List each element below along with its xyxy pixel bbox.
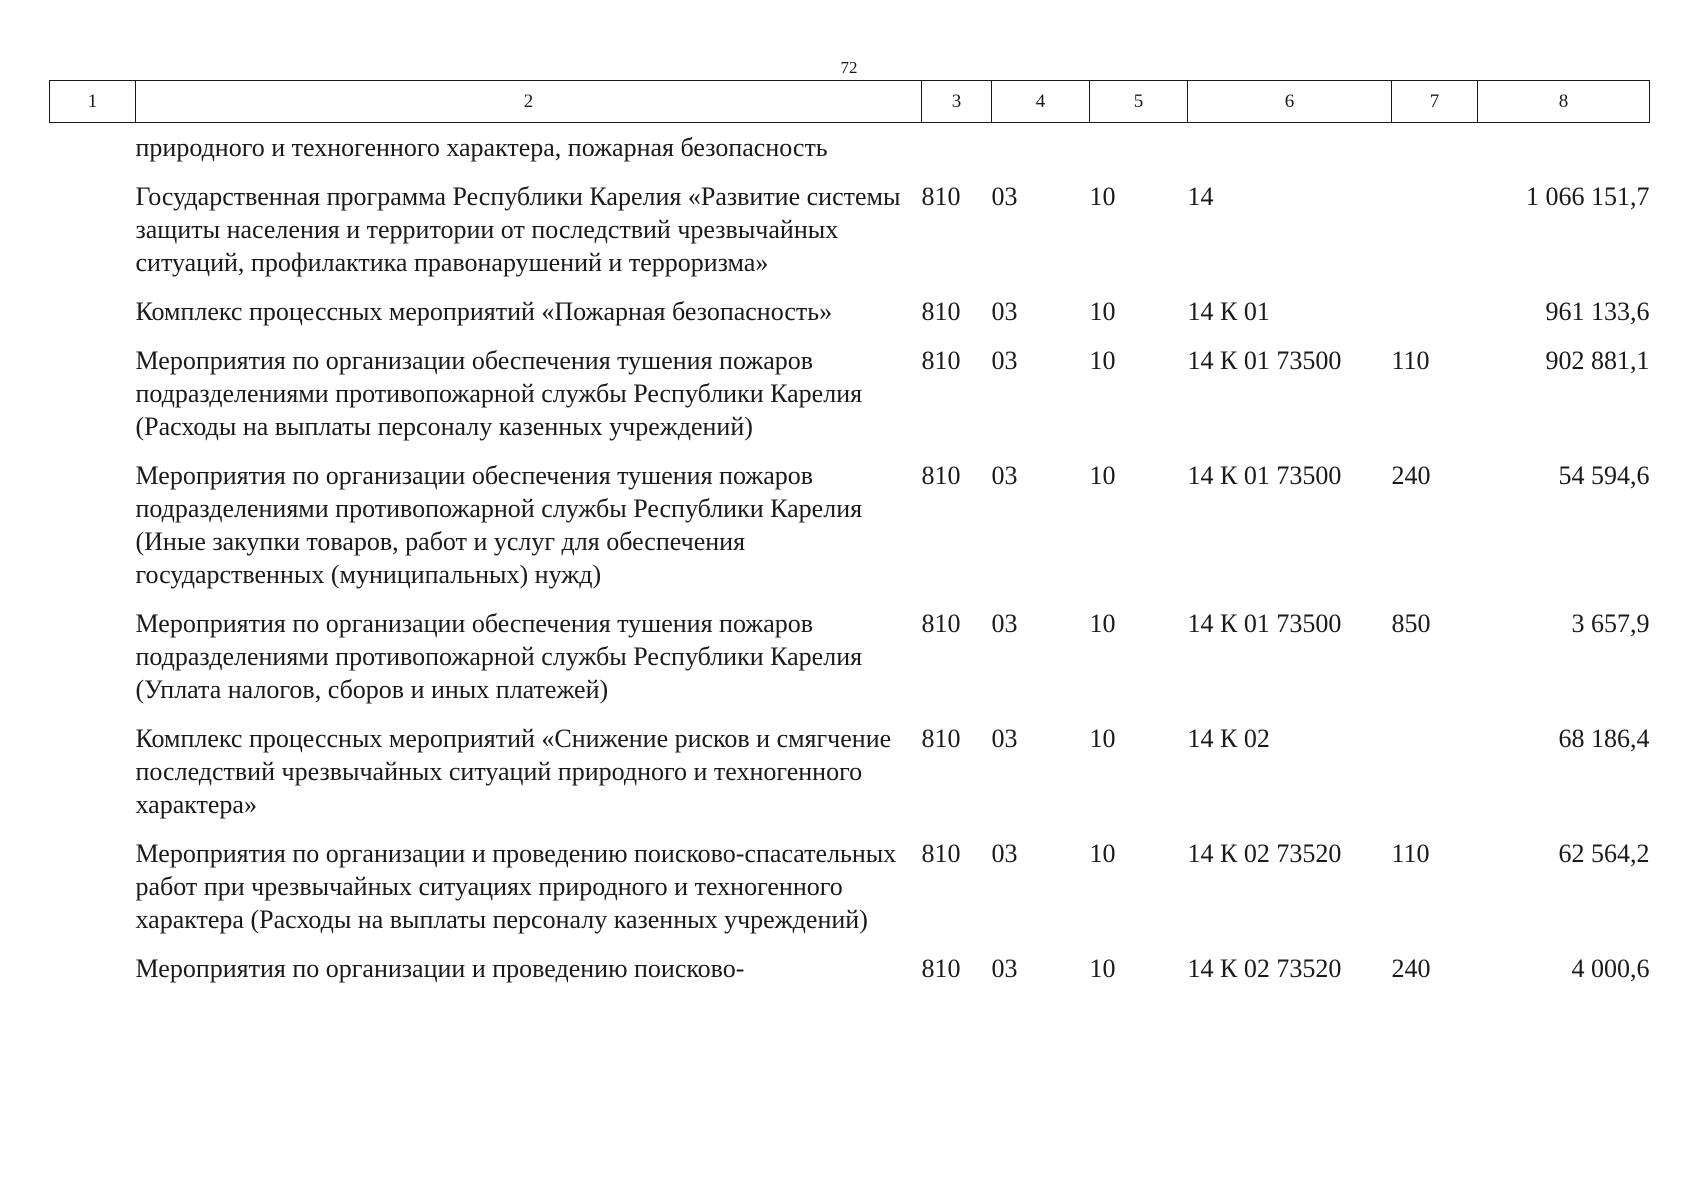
row-name: Мероприятия по организации и проведению поисково- xyxy=(135,954,745,983)
table-row xyxy=(50,328,1650,443)
row-ministry-code xyxy=(922,123,992,165)
row-subsection-code: 10 xyxy=(1089,461,1116,490)
row-expense-type xyxy=(1392,123,1478,165)
column-number-4: 4 xyxy=(992,81,1090,123)
row-subsection-code: 10 xyxy=(1089,954,1116,983)
table-row xyxy=(50,123,1650,165)
row-subsection-code: 10 xyxy=(1089,346,1116,375)
row-expense-type xyxy=(1392,706,1478,821)
row-name: природного и техногенного характера, пожарная безопасность xyxy=(135,133,828,162)
table-row xyxy=(50,443,1650,591)
column-number-2: 2 xyxy=(136,81,922,123)
row-amount: 4 000,6 xyxy=(1571,954,1650,983)
column-number-8: 8 xyxy=(1478,81,1650,123)
row-target-code: 14 К 01 xyxy=(1187,297,1270,326)
row-name: Государственная программа Республики Карелия «Развитие системы защиты населения и территории от последствий чрезвычайных ситуаций, профилактика правонарушений и терроризма» xyxy=(135,182,901,277)
row-subsection-code: 10 xyxy=(1089,297,1116,326)
row-expense-type: 240 xyxy=(1391,461,1431,490)
row-section-code xyxy=(992,123,1090,165)
budget-table xyxy=(49,80,1650,985)
table-row xyxy=(50,821,1650,936)
table-row xyxy=(50,706,1650,821)
row-name: Мероприятия по организации и проведению поисково-спасательных работ при чрезвычайных ситуациях природного и техногенного характера (Расходы на выплаты персоналу казенных учреждений) xyxy=(135,839,897,934)
row-target-code: 14 К 01 73500 xyxy=(1187,461,1342,490)
row-expense-type: 850 xyxy=(1391,609,1431,638)
row-amount: 961 133,6 xyxy=(1545,297,1650,326)
row-expense-type: 240 xyxy=(1391,954,1431,983)
row-amount: 1 066 151,7 xyxy=(1526,182,1650,211)
row-subsection-code xyxy=(1090,123,1188,165)
column-number-3: 3 xyxy=(922,81,992,123)
row-name: Мероприятия по организации обеспечения тушения пожаров подразделениями противопожарной службы Республики Карелия (Расходы на выплаты персоналу казенных учреждений) xyxy=(135,346,863,441)
row-section-code: 03 xyxy=(991,724,1018,753)
row-subsection-code: 10 xyxy=(1089,724,1116,753)
row-amount: 54 594,6 xyxy=(1558,461,1650,490)
row-ministry-code: 810 xyxy=(921,609,961,638)
row-ministry-code: 810 xyxy=(921,297,961,326)
row-target-code: 14 К 01 73500 xyxy=(1187,609,1342,638)
row-expense-type: 110 xyxy=(1391,346,1430,375)
column-number-row xyxy=(50,81,1650,123)
row-expense-type xyxy=(1392,164,1478,279)
row-subsection-code: 10 xyxy=(1089,609,1116,638)
row-subsection-code: 10 xyxy=(1089,182,1116,211)
row-name: Комплекс процессных мероприятий «Пожарная безопасность» xyxy=(135,297,833,326)
table-row xyxy=(50,936,1650,985)
row-expense-type xyxy=(1392,279,1478,328)
row-ministry-code: 810 xyxy=(921,182,961,211)
row-target-code: 14 К 01 73500 xyxy=(1187,346,1342,375)
row-target-code: 14 xyxy=(1187,182,1214,211)
row-amount: 62 564,2 xyxy=(1558,839,1650,868)
row-subsection-code: 10 xyxy=(1089,839,1116,868)
row-target-code: 14 К 02 xyxy=(1187,724,1270,753)
row-section-code: 03 xyxy=(991,182,1018,211)
row-section-code: 03 xyxy=(991,954,1018,983)
row-section-code: 03 xyxy=(991,839,1018,868)
row-section-code: 03 xyxy=(991,346,1018,375)
row-ministry-code: 810 xyxy=(921,954,961,983)
row-section-code: 03 xyxy=(991,461,1018,490)
row-amount xyxy=(1478,123,1650,165)
column-number-7: 7 xyxy=(1392,81,1478,123)
row-amount: 902 881,1 xyxy=(1545,346,1650,375)
column-number-5: 5 xyxy=(1090,81,1188,123)
row-name: Мероприятия по организации обеспечения тушения пожаров подразделениями противопожарной службы Республики Карелия (Уплата налогов, сборов и иных платежей) xyxy=(135,609,863,704)
page-number: 72 xyxy=(840,58,858,77)
row-ministry-code: 810 xyxy=(921,724,961,753)
row-ministry-code: 810 xyxy=(921,346,961,375)
table-row xyxy=(50,164,1650,279)
row-amount: 3 657,9 xyxy=(1571,609,1650,638)
row-target-code: 14 К 02 73520 xyxy=(1187,954,1342,983)
row-section-code: 03 xyxy=(991,609,1018,638)
table-row xyxy=(50,279,1650,328)
row-name: Мероприятия по организации обеспечения тушения пожаров подразделениями противопожарной службы Республики Карелия (Иные закупки товаров, работ и услуг для обеспечения государственных (муниципальных) нужд) xyxy=(135,461,863,589)
row-name: Комплекс процессных мероприятий «Снижение рисков и смягчение последствий чрезвычайных ситуаций природного и техногенного характера» xyxy=(135,724,892,819)
column-number-1: 1 xyxy=(50,81,136,123)
row-target-code xyxy=(1188,123,1392,165)
row-ministry-code: 810 xyxy=(921,461,961,490)
row-amount: 68 186,4 xyxy=(1558,724,1650,753)
column-number-6: 6 xyxy=(1188,81,1392,123)
row-target-code: 14 К 02 73520 xyxy=(1187,839,1342,868)
row-expense-type: 110 xyxy=(1391,839,1430,868)
table-row xyxy=(50,591,1650,706)
row-ministry-code: 810 xyxy=(921,839,961,868)
row-section-code: 03 xyxy=(991,297,1018,326)
